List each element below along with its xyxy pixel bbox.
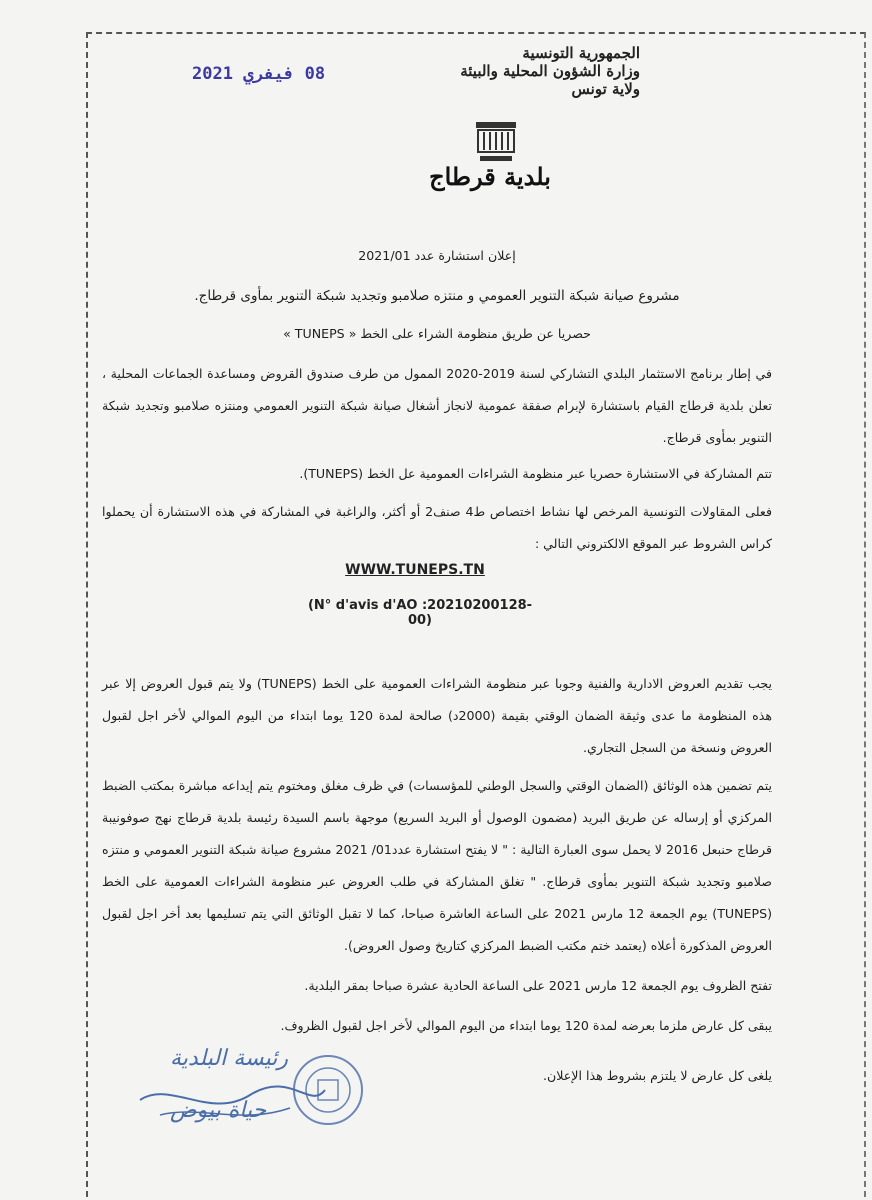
- tuneps-line: حصريا عن طريق منظومة الشراء على الخط « TUNEPS »: [283, 326, 591, 341]
- municipality-name: بلدية قرطاج: [429, 162, 551, 191]
- signature-title: رئيسة البلدية: [170, 1046, 289, 1071]
- date-stamp: 08 فيفري 2021: [192, 64, 326, 84]
- republic-line: الجمهورية التونسية: [522, 44, 640, 62]
- letterhead: [420, 44, 640, 98]
- paragraph-2: تتم المشاركة في الاستشارة حصريا عبر منظومة الشراءات العمومية عل الخط (TUNEPS).: [299, 466, 772, 481]
- website-link[interactable]: WWW.TUNEPS.TN: [345, 562, 485, 578]
- ministry-line: وزارة الشؤون المحلية والبيئة: [460, 62, 640, 80]
- signature-scribble-icon: [130, 1070, 330, 1130]
- signature-name: حياة بيوض: [170, 1098, 267, 1123]
- paragraph-3: فعلى المقاولات التونسية المرخص لها نشاط اختصاص ط4 صنف2 أو أكثر، والراغبة في المشاركة في هذه الاستشارة أن يحملوا كراس الشروط عبر الموقع الالكتروني التالي :: [102, 504, 772, 551]
- paragraph-5: يتم تضمين هذه الوثائق (الضمان الوقتي والسجل الوطني للمؤسسات) في ظرف مغلق ومختوم يتم إيداعه مباشرة بمكتب الضبط المركزي أو إرساله عن طريق البريد (مضمون الوصول أو البريد السريع) موجهة باسم السيدة رئيسة بلدية قرطاج نهج صوفونيبة قرطاج حنبعل 2016 لا يحمل سوى العبارة التالية : " لا يفتح استشارة عدد01/ 2021 مشروع صيانة شبكة التنوير العمومي و منتزه صلامبو وتجديد شبكة التنوير بمأوى قرطاج. " تغلق المشاركة في طلب العروض عبر منظومة الشراءات العمومية على الخط (TUNEPS) يوم الجمعة 12 مارس 2021 على الساعة العاشرة صباحا، كما لا تقبل الوثائق التي يتم تسليمها بعد أخر اجل لقبول العروض المذكورة أعلاه (يعتمد ختم مكتب الضبط المركزي كتاريخ وصول العروض).: [102, 778, 772, 953]
- paragraph-6: تفتح الظروف يوم الجمعة 12 مارس 2021 على الساعة الحادية عشرة صباحا بمقر البلدية.: [304, 978, 772, 993]
- paragraph-1: في إطار برنامج الاستثمار البلدي التشاركي لسنة 2019-2020 الممول من طرف صندوق القروض ومساعدة الجماعات المحلية ، تعلن بلدية قرطاج القيام باستشارة لإبرام صفقة عمومية لانجاز أشغال صيانة شبكة التنوير العمومي ومنتزه صلامبو وتجديد شبكة التنوير بمأوى قرطاج.: [102, 366, 772, 445]
- project-title: مشروع صيانة شبكة التنوير العمومي و منتزه صلامبو وتجديد شبكة التنوير بمأوى قرطاج.: [194, 288, 680, 304]
- paragraph-4: يجب تقديم العروض الادارية والفنية وجوبا عبر منظومة الشراءات العمومية على الخط (TUNEPS) ولا يتم قبول العروض إلا عبر هذه المنظومة ما عدى وثيقة الضمان الوقتي بقيمة (2000د) صالحة لمدة 120 يوما ابتداء من اليوم الموالي لأخر اجل لقبول العروض ونسخة من السجل التجاري.: [102, 676, 773, 755]
- avis-number: (N° d'avis d'AO :20210200128-00): [307, 598, 533, 628]
- paragraph-8: يلغى كل عارض لا يلتزم بشروط هذا الإعلان.: [543, 1068, 772, 1083]
- paragraph-7: يبقى كل عارض ملزما بعرضه لمدة 120 يوما ابتداء من اليوم الموالي لأخر اجل لقبول الظروف.: [280, 1018, 772, 1033]
- municipality-emblem-icon: [472, 118, 520, 164]
- governorate-line: ولاية تونس: [571, 80, 640, 98]
- notice-title: إعلان استشارة عدد 2021/01: [358, 248, 516, 263]
